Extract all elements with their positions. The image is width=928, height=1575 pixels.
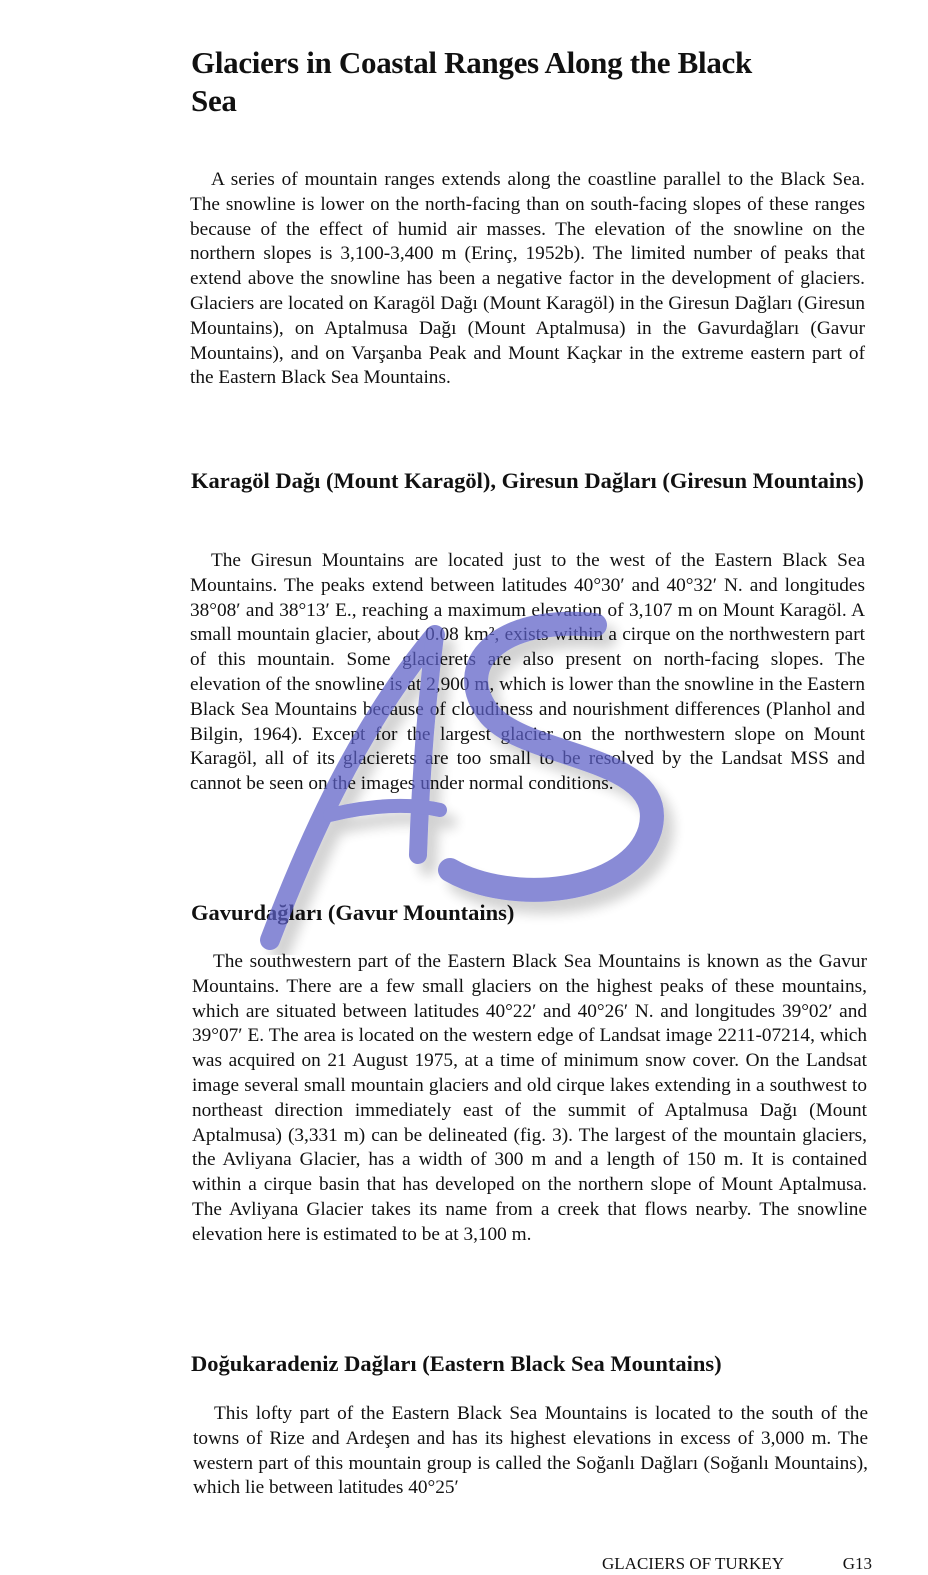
section-heading-eastern-black-sea: Doğukaradeniz Dağları (Eastern Black Sea Mountains) (191, 1351, 722, 1376)
section-paragraph-gavur (192, 950, 867, 1248)
watermark-stroke-a-bar (330, 806, 440, 815)
section-heading-karagol: Karagöl Dağı (Mount Karagöl), Giresun Dağları (Giresun Mountains) (191, 468, 864, 493)
section-text-eastern-black-sea: This lofty part of the Eastern Black Sea Mountains is located to the south of the towns of Rize and Ardeşen and has its highest elevations in excess of 3,000 m. The western part of this mountain group is called the Soğanlı Dağları (Soğanlı Mountains), which lie between latitudes 40°25′ (193, 1403, 868, 1499)
section-heading-gavur: Gavurdağları (Gavur Mountains) (191, 900, 515, 925)
intro-paragraph (190, 168, 865, 391)
running-title: GLACIERS OF TURKEY (602, 1554, 784, 1573)
page-title: Glaciers in Coastal Ranges Along the Black Sea (191, 45, 752, 118)
section-paragraph-karagol (190, 549, 865, 797)
intro-text: A series of mountain ranges extends along the coastline parallel to the Black Sea. The snowline is lower on the north-facing than on south-facing slopes of these ranges because of the effect of humid air masses. The elevation of the snowline on the northern slopes is 3,100-3,400 m (Erinç, 1952b). The limited number of peaks that extend above the snowline has been a negative factor in the development of glaciers. Glaciers are located on Karagöl Dağı (Mount Karagöl) in the Giresun Dağları (Giresun Mountains), on Aptalmusa Dağı (Mount Aptalmusa) in the Gavurdağları (Gavur Mountains), and on Varşanba Peak and Mount Kaçkar in the extreme eastern part of the Eastern Black Sea Mountains. (190, 169, 865, 389)
section-paragraph-eastern-black-sea (193, 1402, 868, 1501)
section-text-karagol: The Giresun Mountains are located just to the west of the Eastern Black Sea Mountains. The peaks extend between latitudes 40°30′ and 40°32′ N. and longitudes 38°08′ and 38°13′ E., reaching a maximum elevation of 3,107 m on Mount Karagöl. A small mountain glacier, about 0.08 km², exists within a cirque on the northwestern part of this mountain. Some glacierets are also present on north-facing slopes. The elevation of the snowline is at 2,900 m, which is lower than the snowline in the Eastern Black Sea Mountains because of cloudiness and nourishment differences (Planhol and Bilgin, 1964). Except for the largest glacier on the northwestern slope on Mount Karagöl, all of its glacierets are too small to be resolved by the Landsat MSS and cannot be seen on the images under normal conditions. (190, 550, 865, 795)
page-footer (602, 1553, 872, 1575)
page-number: G13 (842, 1554, 872, 1573)
section-text-gavur: The southwestern part of the Eastern Black Sea Mountains is known as the Gavur Mountains. There are a few small glaciers on the highest peaks of these mountains, which are situated between latitudes 40°22′ and 40°26′ N. and longitudes 39°02′ and 39°07′ E. The area is located on the western edge of Landsat image 2211-07214, which was acquired on 21 August 1975, at a time of minimum snow cover. On the Landsat image several small mountain glaciers and old cirque lakes extending in a southwest to northeast direction immediately east of the summit of Aptalmusa Dağı (Mount Aptalmusa) (3,331 m) can be delineated (fig. 3). The largest of the mountain glaciers, the Avliyana Glacier, has a width of 300 m and a length of 150 m. It is contained within a cirque basin that has developed on the northern slope of Mount Aptalmusa. The Avliyana Glacier takes its name from a creek that flows nearby. The snowline elevation here is estimated to be at 3,100 m. (192, 951, 867, 1245)
